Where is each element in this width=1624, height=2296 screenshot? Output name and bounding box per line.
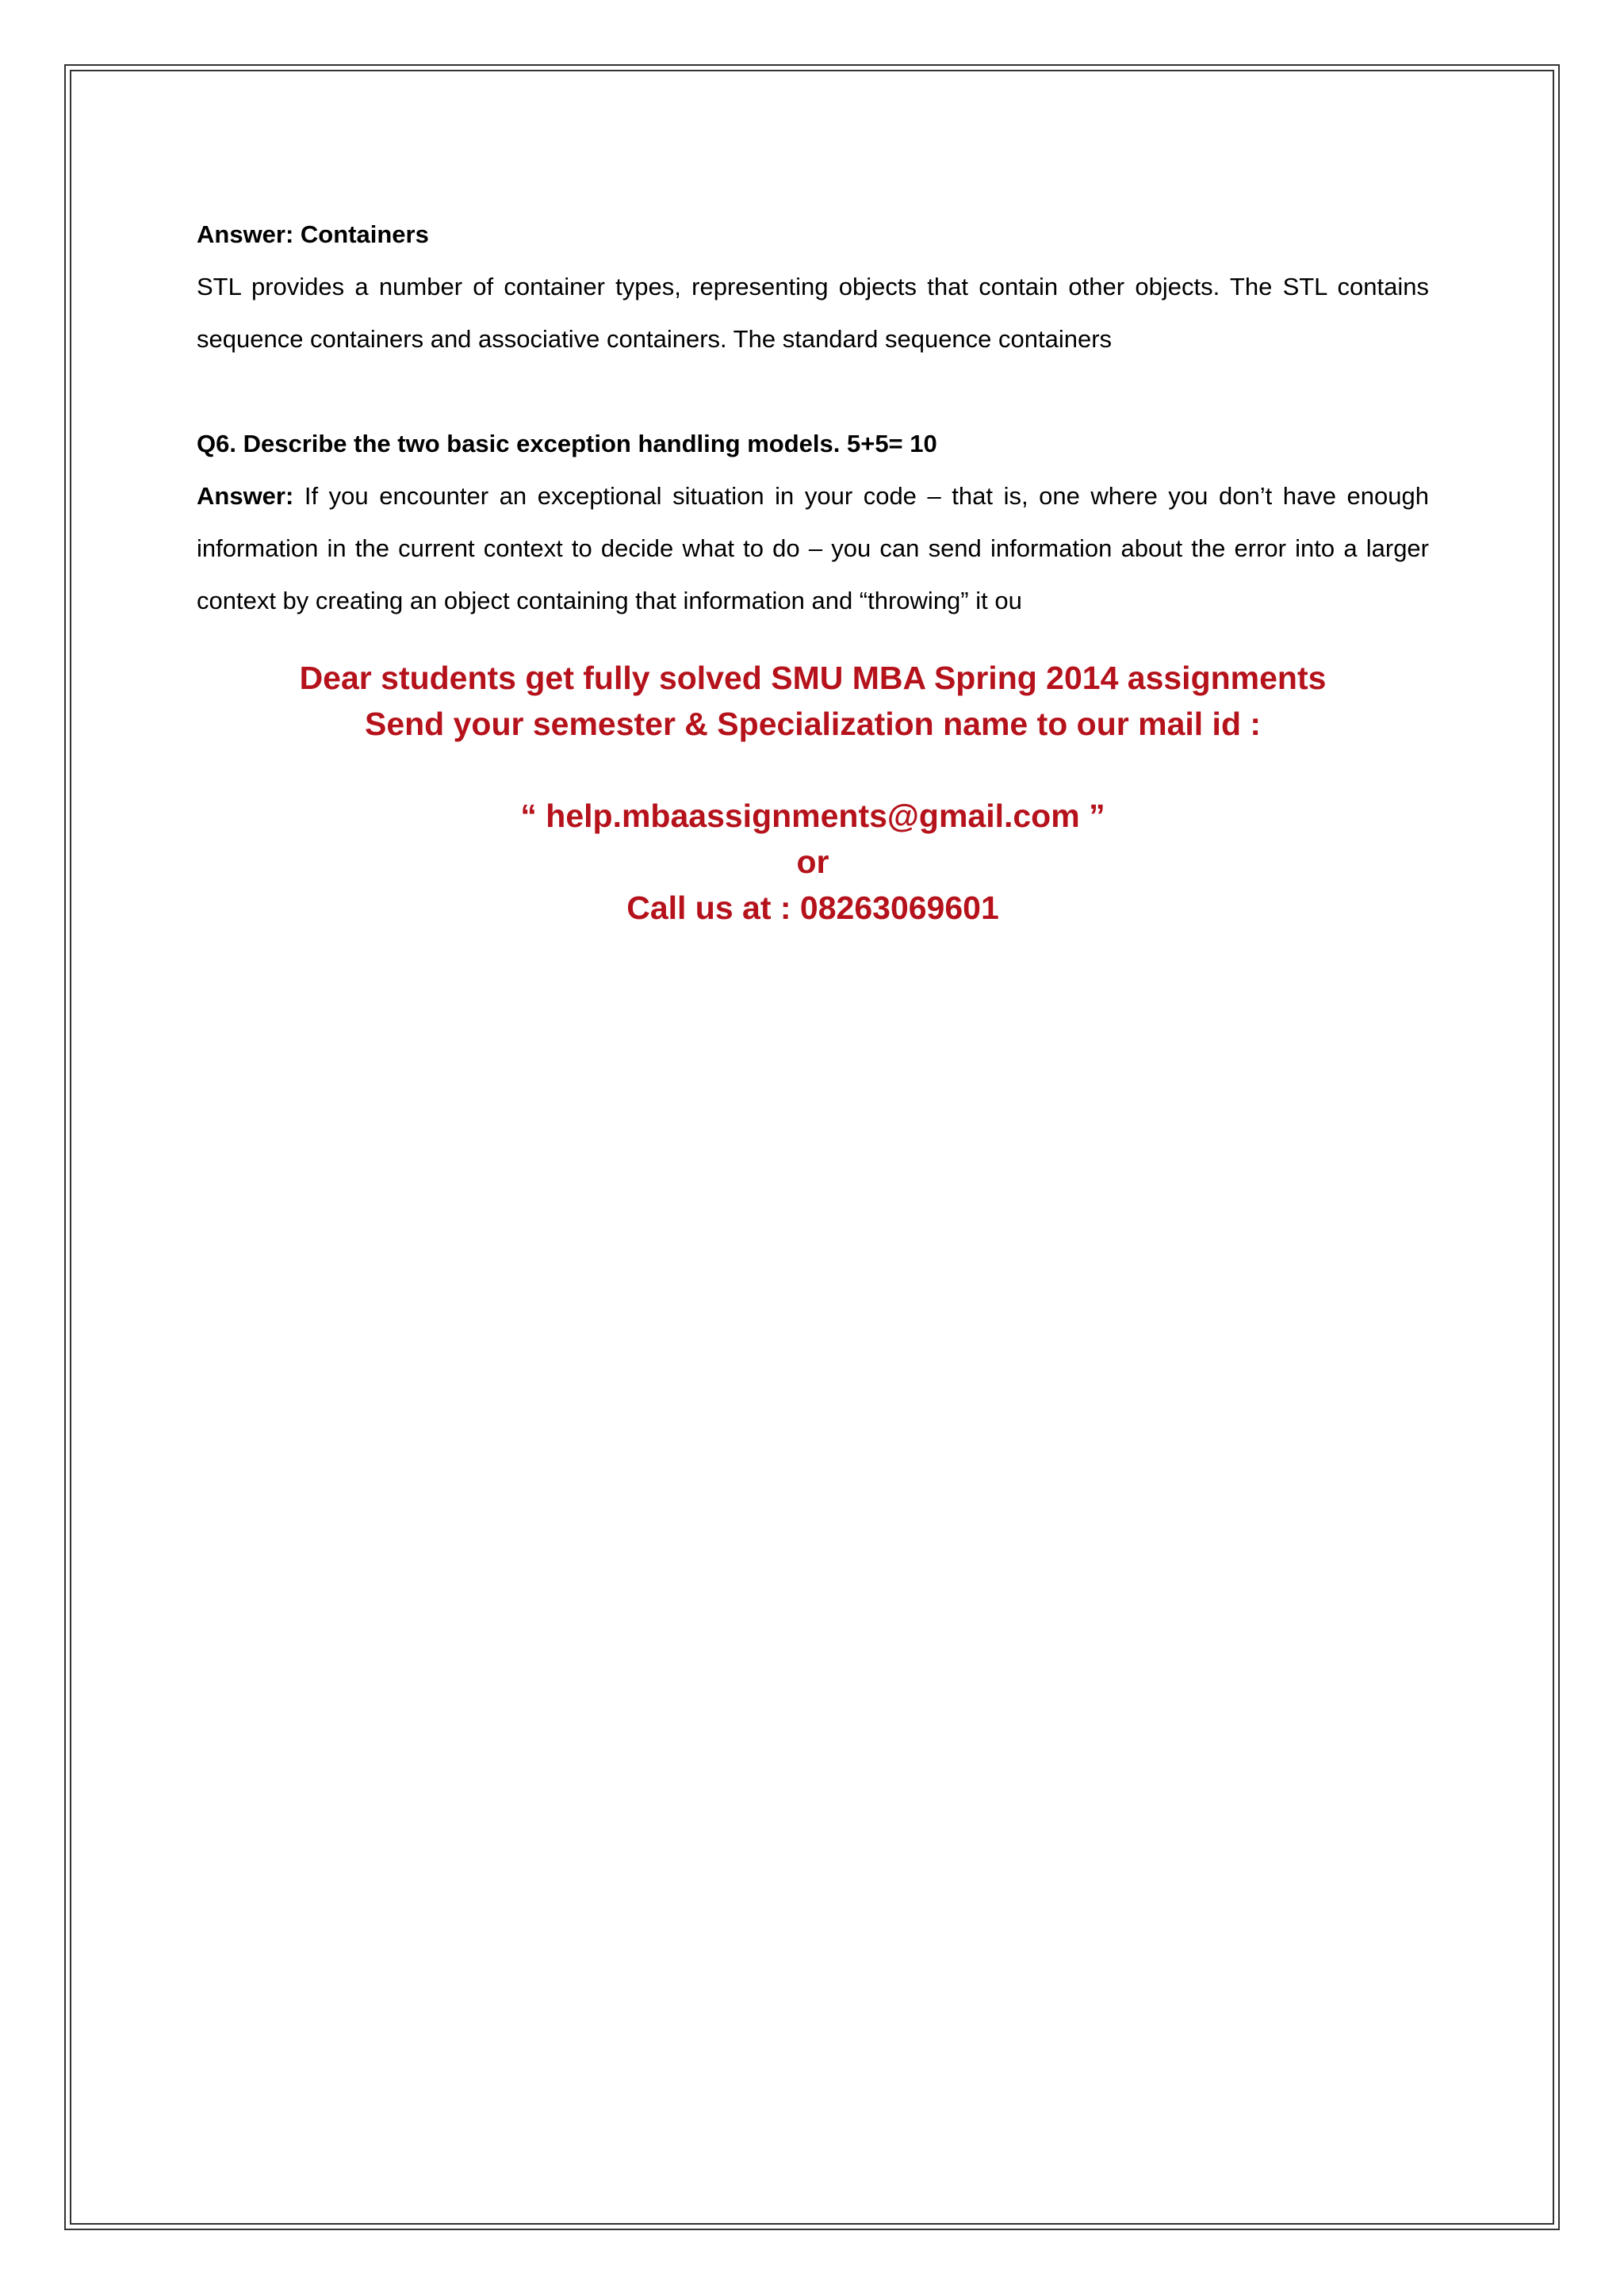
answer-text: If you encounter an exceptional situation in your code – that is, one where you don’t have enough information in the current context to decide what to do – you can send information about the error into a larger context by creating an object containing that information and “throwing” it ou xyxy=(197,482,1429,614)
question-answer-paragraph xyxy=(197,470,1429,627)
promo-call: Call us at : 08263069601 xyxy=(626,890,999,926)
question-heading: Q6. Describe the two basic exception handling models. 5+5= 10 xyxy=(197,430,937,457)
answer-paragraph: STL provides a number of container types, representing objects that contain other objects. The STL contains sequence containers and associative containers. The standard sequence containers xyxy=(197,273,1429,353)
answer-label: Answer: xyxy=(197,482,294,510)
promo-block xyxy=(197,655,1429,931)
promo-email: “ help.mbaassignments@gmail.com ” xyxy=(520,798,1105,834)
promo-gap xyxy=(197,747,1429,793)
promo-or: or xyxy=(796,844,829,880)
document-body xyxy=(197,209,1429,627)
promo-line-1: Dear students get fully solved SMU MBA Spring 2014 assignments xyxy=(299,660,1327,696)
paragraph-spacer xyxy=(197,365,1429,418)
promo-line-2: Send your semester & Specialization name to our mail id : xyxy=(364,706,1262,742)
answer-heading: Answer: Containers xyxy=(197,220,429,248)
